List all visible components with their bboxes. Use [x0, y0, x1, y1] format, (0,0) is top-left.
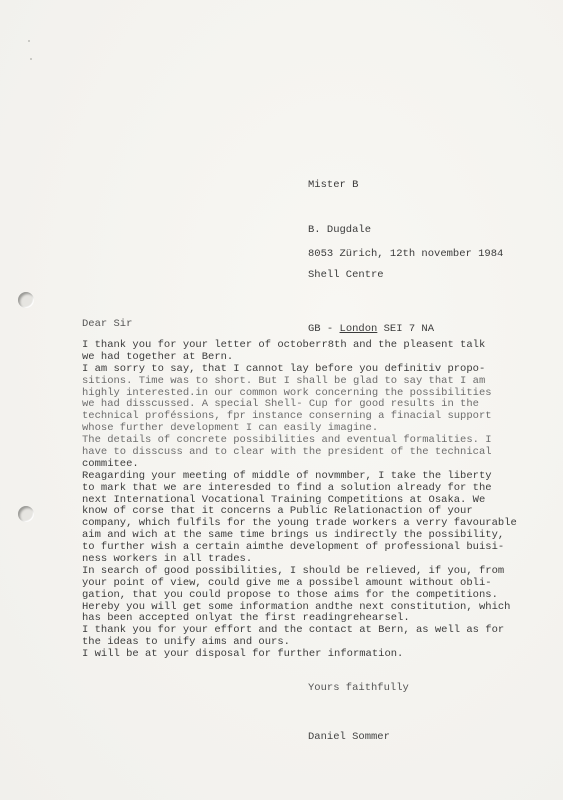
salutation: Dear Sir: [82, 318, 133, 330]
body-line: The details of concrete possibilities and eventual formalities. I: [82, 434, 492, 447]
paper-speck: [28, 40, 30, 42]
body-line: has been accepted onlyat the first readingrehearsel.: [82, 612, 410, 625]
body-line: aim and wich at the same time brings us indirectly the possibility,: [82, 529, 505, 542]
body-line: I thank you for your letter of octoberr8th and the pleasent talk: [82, 339, 486, 351]
body-line: the ideas to unify aims and ours.: [82, 636, 290, 649]
recipient-line-3: Shell Centre: [308, 269, 384, 281]
body-line: know of corse that it concerns a Public Relationaction of your: [82, 505, 473, 518]
closing: Yours faithfully: [308, 682, 409, 694]
recipient-name: Mister B: [308, 179, 359, 191]
body-line: Reagarding your meeting of middle of novmmber, I take the liberty: [82, 469, 492, 482]
body-line: I thank you for your effort and the contact at Bern, as well as for: [82, 624, 505, 637]
letter-body: [82, 340, 542, 661]
body-line: have to disscuss and to clear with the president of the technical: [82, 446, 492, 459]
body-line: gation, that you could propose to those aims for the competitions.: [82, 588, 498, 601]
body-line: I will be at your disposal for further information.: [82, 648, 404, 661]
recipient-country: GB -: [308, 323, 340, 335]
body-line: to further wish a certain aimthe development of professional buisi-: [82, 541, 505, 554]
punch-hole: [18, 292, 34, 308]
body-line: to mark that we are interesded to find a solution already for the: [82, 481, 492, 494]
signature: Daniel Sommer: [308, 731, 390, 743]
recipient-line-2: B. Dugdale: [308, 224, 372, 236]
recipient-city: London: [339, 323, 378, 335]
body-line: next International Vocational Training Competitions at Osaka. We: [82, 493, 486, 506]
body-line: your point of view, could give me a possibel amount without obli-: [82, 576, 492, 589]
paper-speck: [30, 58, 32, 60]
body-line: Hereby you will get some information andthe next constitution, which: [82, 600, 511, 613]
body-line: I am sorry to say, that I cannot lay before you definitiv propo-: [82, 362, 486, 375]
recipient-city-line: [308, 322, 434, 337]
body-line: sitions. Time was to short. But I shall be glad to say that I am: [82, 374, 486, 387]
body-line: technical proféssions, fpr instance conserning a finacial support: [82, 410, 492, 423]
body-line: highly interested.in our common work concerning the possibilities: [82, 386, 492, 399]
body-line: commitee.: [82, 457, 139, 470]
body-line: whose further development I can easily imagine.: [82, 422, 379, 435]
body-line: company, which fulfils for the young trade workers a verry favourable: [82, 517, 517, 530]
recipient-postcode: SEI 7 NA: [377, 323, 435, 335]
body-line: ness workers in all trades.: [82, 553, 253, 566]
punch-hole: [18, 506, 34, 522]
body-line: In search of good possibilities, I should be relieved, if you, from: [82, 564, 505, 577]
place-and-date: 8053 Zürich, 12th november 1984: [308, 248, 504, 260]
body-line: we had together at Bern.: [82, 350, 234, 363]
body-line: we had disscussed. A special Shell- Cup for good results in the: [82, 398, 479, 411]
